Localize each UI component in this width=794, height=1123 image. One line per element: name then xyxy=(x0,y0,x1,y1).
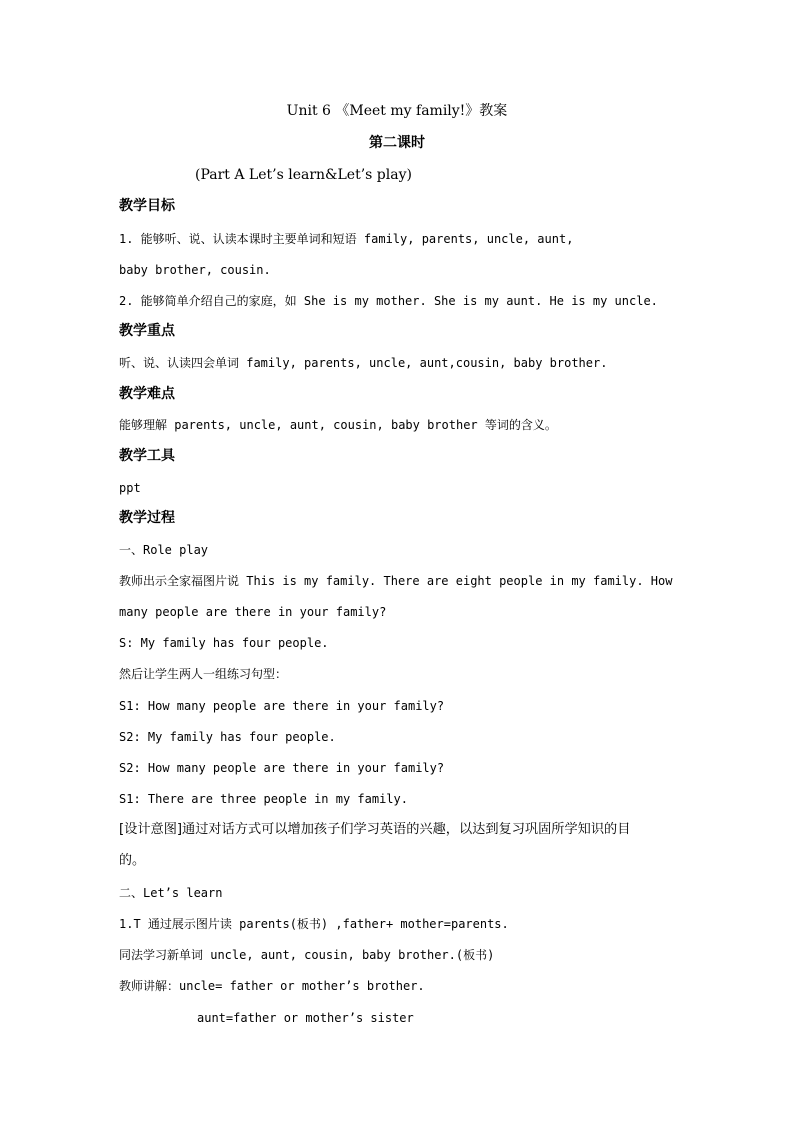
goal-1-line-2: baby brother, cousin. xyxy=(119,263,271,277)
dialogue-line-1: S1: How many people are there in your family? xyxy=(119,699,445,713)
design-intent-line-1: [设计意图]通过对话方式可以增加孩子们学习英语的兴趣，以达到复习巩固所学知识的目 xyxy=(119,822,631,837)
part-title: (Part A Let’s learn&Let’s play) xyxy=(195,167,412,183)
document-title: Unit 6 《Meet my family!》教案 xyxy=(286,103,508,119)
step-2-item-2: 同法学习新单词 uncle, aunt, cousin, baby brother.(板书) xyxy=(119,948,495,962)
step-1-student-line: S: My family has four people. xyxy=(119,636,329,650)
teacher-explanation-line-1: 教师讲解：uncle= father or mother’s brother. xyxy=(119,979,425,993)
goal-2: 2. 能够简单介绍自己的家庭，如 She is my mother. She is my aunt. He is my uncle. xyxy=(119,294,658,308)
step-1-teacher-line-1: 教师出示全家福图片说 This is my family. There are eight people in my family. How xyxy=(119,574,673,588)
tools-heading: 教学工具 xyxy=(119,448,175,464)
pair-practice-text: 然后让学生两人一组练习句型： xyxy=(119,667,288,681)
dialogue-line-4: S1: There are three people in my family. xyxy=(119,792,408,806)
difficulty-text: 能够理解 parents, uncle, aunt, cousin, baby brother 等词的含义。 xyxy=(119,418,557,432)
teacher-explanation-line-2: aunt=father or mother’s sister xyxy=(197,1011,414,1025)
key-points-text: 听、说、认读四会单词 family, parents, uncle, aunt,cousin, baby brother. xyxy=(119,356,608,370)
difficulty-heading: 教学难点 xyxy=(119,386,175,402)
design-intent-line-2: 的。 xyxy=(119,853,146,868)
goal-1-line-1: 1. 能够听、说、认读本课时主要单词和短语 family, parents, uncle, aunt, xyxy=(119,232,574,246)
step-2-item-1: 1.T 通过展示图片读 parents(板书) ,father+ mother=parents. xyxy=(119,917,509,931)
step-1-teacher-line-2: many people are there in your family? xyxy=(119,605,387,619)
dialogue-line-2: S2: My family has four people. xyxy=(119,730,336,744)
step-2-heading: 二、Let’s learn xyxy=(119,886,223,900)
step-1-heading: 一、Role play xyxy=(119,543,209,557)
tools-text: ppt xyxy=(119,481,141,495)
lesson-subtitle: 第二课时 xyxy=(369,135,425,151)
key-points-heading: 教学重点 xyxy=(119,323,175,339)
process-heading: 教学过程 xyxy=(119,510,175,526)
goals-heading: 教学目标 xyxy=(119,198,175,214)
dialogue-line-3: S2: How many people are there in your family? xyxy=(119,761,445,775)
